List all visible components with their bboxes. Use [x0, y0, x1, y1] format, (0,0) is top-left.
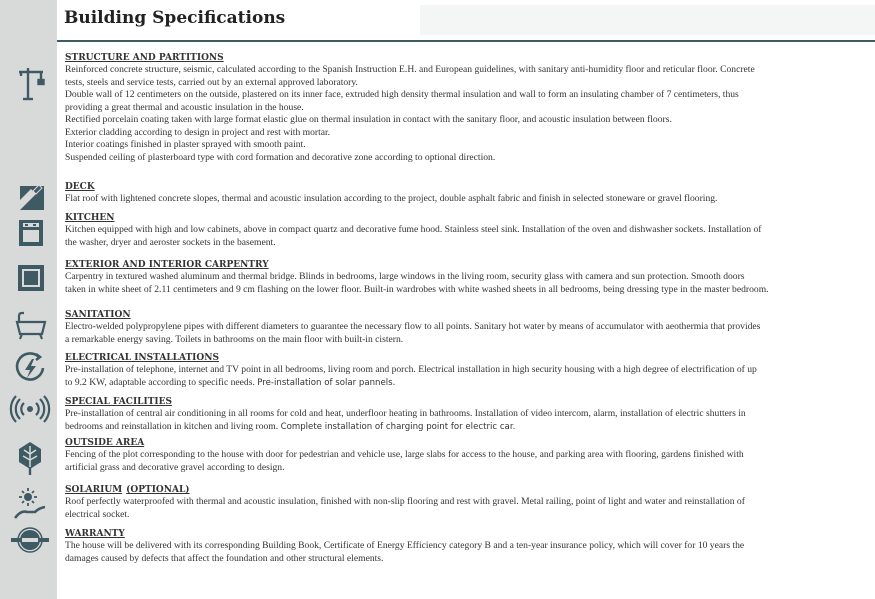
- section-line: Flat roof with lightened concrete slopes, thermal and acoustic insulation according to the project, double asphalt fabric and finish in selected stoneware or gravel flooring.: [65, 193, 718, 204]
- section-line-text: bedrooms and reinstallation in kitchen and living room.: [65, 420, 281, 432]
- section-warranty: [65, 529, 849, 565]
- section-line-with-emphasis: [65, 377, 849, 390]
- section-line: Roof perfectly waterproofed with thermal and acoustic insulation, finished with non-slip flooring and rest with gravel. Metal railing, point of light and water and reinstallation of: [65, 496, 745, 507]
- section-carpentry: [65, 260, 849, 296]
- section-title: SANITATION: [65, 310, 131, 320]
- crane-icon: [9, 66, 51, 102]
- header-divider: [57, 40, 875, 42]
- section-kitchen: [65, 213, 849, 249]
- section-line: taken in white sheet of 2.11 centimeters and 9 cm flashing on the lower floor. Built-in wardrobes with white washed sheets in all bedrooms, being dressing type in the master bedroom.: [65, 283, 769, 295]
- section-line: Exterior cladding according to design in project and rest with mortar.: [65, 126, 331, 138]
- section-line: Interior coatings finished in plaster sprayed with smooth paint.: [65, 139, 306, 150]
- bathtub-icon: [9, 308, 51, 344]
- section-title: [65, 485, 849, 496]
- section-line: providing a great thermal and acoustic insulation in the house.: [65, 101, 304, 113]
- section-line: The house will be delivered with its corresponding Building Book, Certificate of Energy Efficiency category B and a ten-year insurance policy, which will cover for 10 years the: [65, 540, 745, 551]
- section-line: Reinforced concrete structure, seismic, calculated according to the Spanish Instruction E.H. and European guidelines, with sanitary anti-humidity floor and reticular floor. Concrete: [65, 64, 755, 75]
- section-title: ELECTRICAL INSTALLATIONS: [65, 353, 219, 363]
- section-structure: [65, 53, 849, 164]
- section-line-with-emphasis: [65, 421, 849, 434]
- header: [57, 0, 875, 40]
- window-frame-icon: [9, 260, 51, 296]
- kitchen-oven-icon: [9, 215, 51, 251]
- section-line: the washer, dryer and aeroster sockets in the basement.: [65, 236, 276, 248]
- section-title: SPECIAL FACILITIES: [65, 397, 172, 407]
- electric-plug-icon: [9, 350, 51, 386]
- solarium-sun-icon: [9, 486, 51, 522]
- section-line: Suspended ceiling of plasterboard type with cord formation and decorative zone according to optional direction.: [65, 151, 496, 163]
- section-line: Rectified porcelain coating taken with large format elastic glue on thermal insulation in contact with the sanitary floor, and acoustic insulation between floors.: [65, 114, 672, 125]
- wifi-signal-icon: [9, 391, 51, 427]
- section-deck: [65, 182, 849, 206]
- icon-sidebar: [0, 0, 57, 599]
- section-title: OUTSIDE AREA: [65, 438, 145, 448]
- section-line: tests, steels and service tests, carried out by an external approved laboratory.: [65, 76, 358, 88]
- section-electrical: [65, 353, 849, 389]
- section-line-text: to 9.2 KW, adaptable according to specific needs.: [65, 376, 258, 388]
- wall-paint-icon: [9, 180, 51, 216]
- section-title: EXTERIOR AND INTERIOR CARPENTRY: [65, 260, 269, 270]
- section-emphasis: Complete installation of charging point for electric car.: [280, 421, 516, 432]
- section-title: STRUCTURE AND PARTITIONS: [65, 53, 224, 63]
- section-line: damages caused by defects that affect the foundation and other structural elements.: [65, 552, 384, 564]
- section-line: electrical socket.: [65, 508, 130, 520]
- section-title-suffix: (OPTIONAL): [126, 485, 190, 495]
- section-title: WARRANTY: [65, 529, 125, 539]
- section-line: Pre-installation of telephone, internet and TV point in all bedrooms, living room and porch. Electrical installation in high security housing with a high degree of electrification of up: [65, 364, 757, 375]
- header-shade: [420, 5, 875, 35]
- page-title: Building Specifications: [64, 8, 286, 28]
- section-line: a remarkable energy saving. Toilets in bathrooms on the main floor with built-in cistern.: [65, 333, 404, 345]
- section-line: Double wall of 12 centimeters on the outside, plastered on its inner face, extruded high density thermal insulation and wall to form an insulating chamber of 7 centimeters, thus: [65, 89, 739, 100]
- section-special-facilities: [65, 397, 849, 433]
- section-sanitation: [65, 310, 849, 346]
- section-line: Kitchen equipped with high and low cabinets, above in compact quartz and decorative fume hood. Stainless steel sink. Installation of the oven and dishwasher sockets. Installation of: [65, 224, 762, 235]
- section-line: artificial grass and decorative gravel according to design.: [65, 461, 285, 473]
- section-line: Electro-welded polypropylene pipes with different diameters to guarantee the necessary flow to all points. Sanitary hot water by means of accumulator with aeothermia that provides: [65, 321, 761, 332]
- section-solarium: [65, 485, 849, 521]
- section-line: Pre-installation of central air conditioning in all rooms for cold and heat, underfloor heating in bathrooms. Installation of video intercom, alarm, installation of electric shutters in: [65, 408, 746, 419]
- section-outside-area: [65, 438, 849, 474]
- section-line: Carpentry in textured washed aluminum and thermal bridge. Blinds in bedrooms, large windows in the living room, security glass with camera and sun protection. Smooth doors: [65, 271, 745, 282]
- section-title: DECK: [65, 182, 95, 192]
- section-line: Fencing of the plot corresponding to the house with door for pedestrian and vehicle use, large slabs for access to the house, and parking area with flooring, gardens finished with: [65, 449, 744, 460]
- section-emphasis: Pre-installation of solar pannels.: [257, 377, 396, 388]
- section-title: KITCHEN: [65, 213, 115, 223]
- section-title-text: SOLARIUM: [65, 485, 123, 495]
- tree-leaf-icon: [9, 440, 51, 476]
- warranty-seal-icon: [9, 522, 51, 558]
